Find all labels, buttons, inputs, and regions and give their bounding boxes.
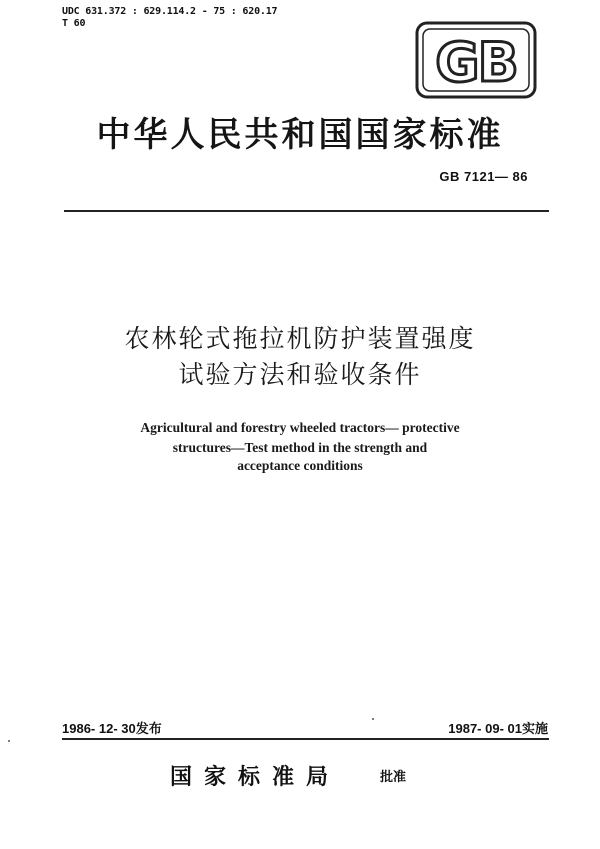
standard-number: GB 7121— 86 (439, 169, 528, 184)
gb-logo-icon (414, 20, 538, 100)
issue-date: 1986- 12- 30发布 (62, 721, 162, 736)
top-divider (64, 210, 549, 212)
scan-speck (8, 740, 10, 742)
bottom-divider (62, 738, 549, 740)
scan-speck (372, 718, 374, 720)
title-en-line3: acceptance conditions (237, 458, 363, 473)
category-code: T 60 (62, 18, 86, 29)
org-title: 中华人民共和国国家标准 (96, 115, 504, 155)
title-en-line1: Agricultural and forestry wheeled tractors— protective (140, 420, 460, 435)
udc-code: UDC 631.372 : 629.114.2 - 75 : 620.17 (62, 6, 278, 17)
issuer-name: 国家标准局 (170, 765, 341, 790)
gb-logo-text: GB (435, 31, 517, 94)
title-zh-line2: 试验方法和验收条件 (178, 360, 422, 389)
title-zh-line1: 农林轮式拖拉机防护装置强度 (124, 324, 476, 353)
approve-label: 批准 (380, 770, 407, 785)
classification-block (62, 6, 277, 30)
title-en-line2: structures—Test method in the strength and (172, 440, 428, 455)
effective-date: 1987- 09- 01实施 (448, 721, 548, 736)
